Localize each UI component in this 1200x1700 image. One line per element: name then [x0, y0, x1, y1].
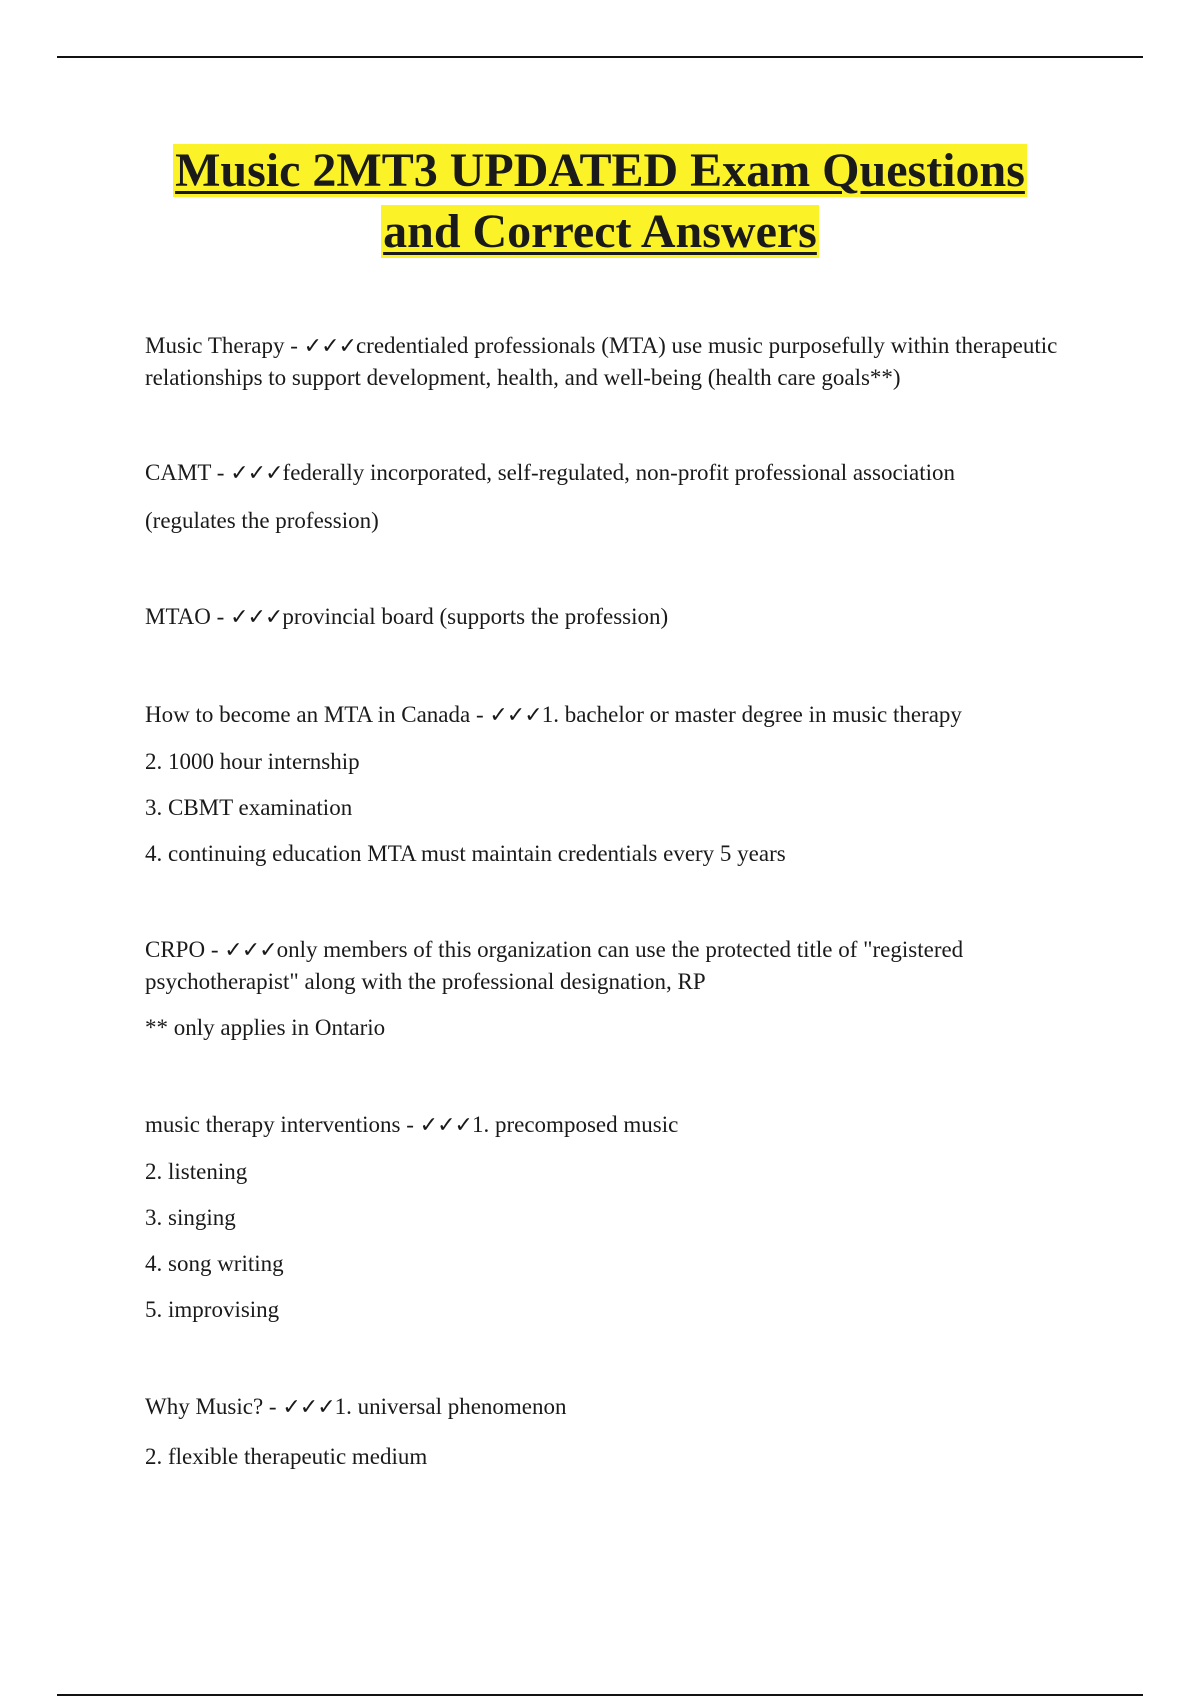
qa-answer: 1. bachelor or master degree in music therapy: [541, 702, 962, 727]
title-text-1: Music 2MT3 UPDATED Exam Questions: [175, 144, 1025, 197]
qa-answer-line: 5. improvising: [145, 1297, 280, 1322]
top-rule: [57, 56, 1143, 58]
qa-item-mtao: [145, 601, 1075, 633]
title-line-1: [0, 140, 1200, 201]
qa-term: How to become an MTA in Canada: [145, 702, 471, 727]
qa-entry: [145, 699, 1075, 731]
qa-term: MTAO: [145, 604, 211, 629]
qa-term: Music Therapy: [145, 333, 285, 358]
qa-entry: [145, 457, 1075, 489]
qa-answer-line: 4. song writing: [145, 1251, 284, 1276]
qa-item-camt: [145, 457, 1075, 536]
qa-separator: -: [210, 604, 231, 629]
qa-separator: -: [263, 1394, 283, 1419]
check-marks-icon: ✓✓✓: [303, 334, 356, 359]
qa-entry: [145, 601, 1075, 633]
check-marks-icon: ✓✓✓: [419, 1113, 472, 1138]
title-text-2: and Correct Answers: [383, 205, 817, 258]
qa-answer: credentialed professionals (MTA) use music purposefully within therapeutic relationships to support development, health, and well-being (health care goals**): [145, 333, 1058, 390]
qa-answer-line: ** only applies in Ontario: [145, 1015, 386, 1040]
qa-answer: only members of this organization can use the protected title of "registered psychotherapist" along with the professional designation, RP: [145, 937, 964, 994]
qa-separator: -: [284, 333, 304, 358]
check-marks-icon: ✓✓✓: [282, 1395, 335, 1420]
title-line-2: [0, 201, 1200, 262]
document-title: [0, 140, 1200, 262]
qa-answer-line: 3. singing: [145, 1205, 236, 1230]
qa-item-music-therapy: [145, 330, 1075, 393]
qa-answer-line: 2. listening: [145, 1159, 248, 1184]
qa-answer-line: 2. 1000 hour internship: [145, 749, 360, 774]
qa-entry: [145, 934, 1075, 997]
qa-answer: provincial board (supports the profession): [282, 604, 669, 629]
qa-list: [145, 330, 1075, 1472]
qa-term: music therapy interventions: [145, 1112, 401, 1137]
qa-term: Why Music?: [145, 1394, 264, 1419]
qa-answer-line: 2. flexible therapeutic medium: [145, 1444, 428, 1469]
qa-item-crpo: [145, 934, 1075, 1043]
qa-separator: -: [470, 702, 490, 727]
qa-separator: -: [205, 937, 225, 962]
bottom-rule: [57, 1694, 1143, 1696]
qa-answer-line: (regulates the profession): [145, 508, 379, 533]
check-marks-icon: ✓✓✓: [489, 703, 542, 728]
qa-answer: 1. precomposed music: [471, 1112, 679, 1137]
qa-term: CAMT: [145, 460, 212, 485]
qa-answer-line: 3. CBMT examination: [145, 795, 353, 820]
qa-answer: federally incorporated, self-regulated, non-profit professional association: [282, 460, 956, 485]
qa-answer: 1. universal phenomenon: [334, 1394, 567, 1419]
qa-entry: [145, 330, 1075, 393]
qa-entry: [145, 1109, 1075, 1141]
qa-separator: -: [400, 1112, 420, 1137]
qa-entry: [145, 1391, 1075, 1423]
check-marks-icon: ✓✓✓: [230, 605, 283, 630]
qa-answer-line: 4. continuing education MTA must maintain credentials every 5 years: [145, 841, 786, 866]
qa-term: CRPO: [145, 937, 206, 962]
qa-separator: -: [211, 460, 231, 485]
check-marks-icon: ✓✓✓: [230, 461, 283, 486]
qa-item-why-music: [145, 1391, 1075, 1472]
qa-item-become-mta: [145, 699, 1075, 869]
qa-item-interventions: [145, 1109, 1075, 1325]
check-marks-icon: ✓✓✓: [224, 938, 277, 963]
